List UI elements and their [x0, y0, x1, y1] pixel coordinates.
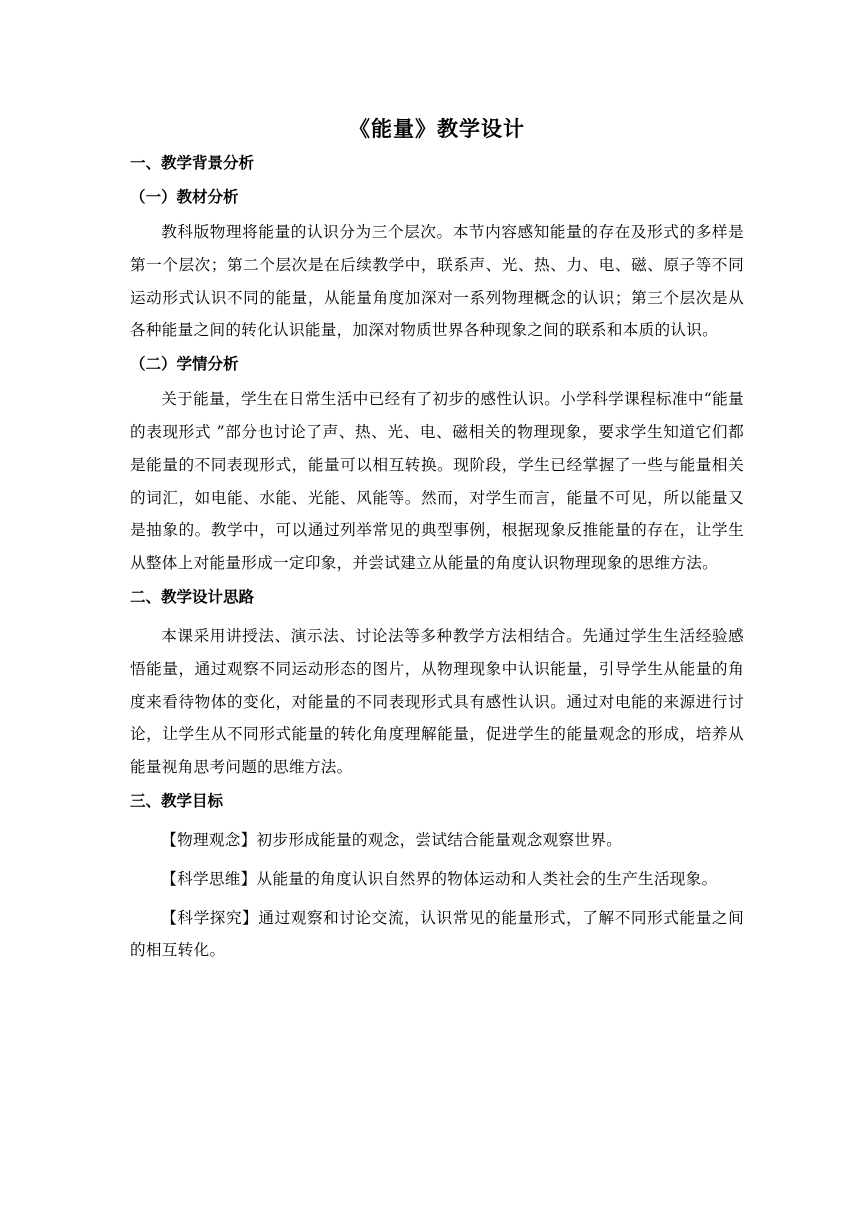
paragraph-textbook-analysis: 教科版物理将能量的认识分为三个层次。本节内容感知能量的存在及形式的多样是第一个层次；第二个层次是在后续教学中，联系声、光、热、力、电、磁、原子等不同运动形式认识不同的能量，从能量角度加深对一系列物理概念的认识；第三个层次是从各种能量之间的转化认识能量，加深对物质世界各种现象之间的联系和本质的认识。 [130, 223, 744, 340]
objective-scientific-inquiry: 【科学探究】通过观察和讨论交流，认识常见的能量形式，了解不同形式能量之间的相互转化。 [130, 908, 744, 960]
document-page [130, 112, 744, 973]
subsection-heading-textbook: （一）教材分析 [130, 188, 239, 206]
section-heading-objectives: 三、教学目标 [130, 791, 224, 810]
paragraph-student-analysis: 关于能量，学生在日常生活中已经有了初步的感性认识。小学科学课程标准中“能量的表现形式 ”部分也讨论了声、热、光、电、磁相关的物理现象，要求学生知道它们都是能量的不同表现形式，能量可以相互转换。现阶段，学生已经掌握了一些与能量相关的词汇，如电能、水能、光能、风能等。然而，对学生而言，能量不可见，所以能量又是抽象的。教学中，可以通过列举常见的典型事例，根据现象反推能量的存在，让学生从整体上对能量形成一定印象，并尝试建立从能量的角度认识物理现象的思维方法。 [130, 390, 744, 573]
paragraph-design-ideas: 本课采用讲授法、演示法、讨论法等多种教学方法相结合。先通过学生生活经验感悟能量，通过观察不同运动形态的图片，从物理现象中认识能量，引导学生从能量的角度来看待物体的变化，对能量的不同表现形式具有感性认识。通过对电能的来源进行讨论，让学生从不同形式能量的转化角度理解能量，促进学生的能量观念的形成，培养从能量视角思考问题的思维方法。 [130, 626, 744, 777]
subsection-heading-students: （二）学情分析 [130, 355, 239, 374]
document-title: 《能量》教学设计 [349, 117, 525, 141]
section-heading-design-ideas: 二、教学设计思路 [130, 587, 255, 606]
section-heading-background: 一、教学背景分析 [130, 154, 255, 172]
objective-physics-concept: 【物理观念】初步形成能量的观念，尝试结合能量观念观察世界。 [161, 830, 623, 849]
objective-scientific-thinking: 【科学思维】从能量的角度认识自然界的物体运动和人类社会的生产生活现象。 [161, 869, 718, 888]
